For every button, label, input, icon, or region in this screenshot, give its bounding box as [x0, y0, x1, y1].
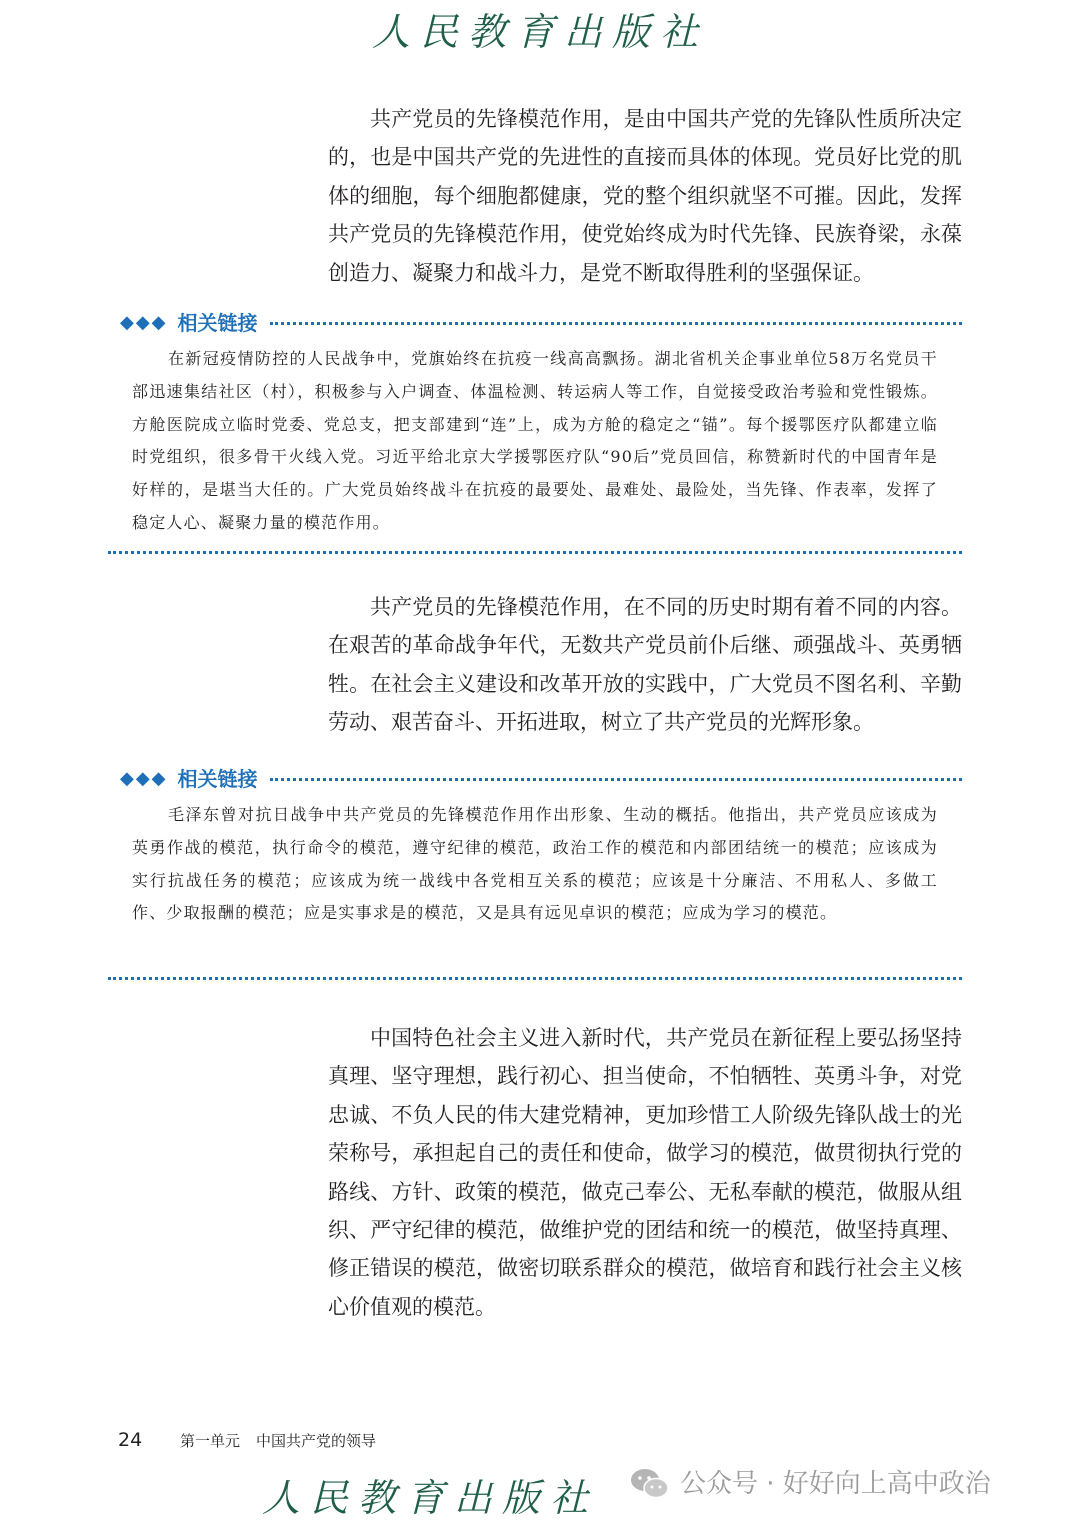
related-link-title: 相关链接 [177, 767, 258, 791]
body-paragraph: 中国特色社会主义进入新时代，共产党员在新征程上要弘扬坚持真理、坚守理想，践行初心、担当使命，不怕牺牲、英勇斗争，对党忠诚、不负人民的伟大建党精神，更加珍惜工人阶级先锋队战士的光荣称号，承担起自己的责任和使命，做学习的模范，做贯彻执行党的路线、方针、政策的模范，做克己奉公、无私奉献的模范，做服从组织、严守纪律的模范，做维护党的团结和统一的模范，做坚持真理、修正错误的模范，做密切联系群众的模范，做培育和践行社会主义核心价值观的模范。 [328, 1026, 962, 1319]
watermark [628, 1464, 991, 1504]
related-link-header [120, 764, 962, 794]
publisher-logo-bottom: 人民教育出版社 [261, 1476, 598, 1520]
dotted-divider [270, 322, 962, 325]
publisher-logo-top: 人民教育出版社 [371, 10, 708, 54]
unit-title: 中国共产党的领导 [256, 1432, 377, 1450]
dotted-divider [108, 551, 962, 554]
watermark-text: 公众号 · 好好向上高中政治 [680, 1469, 991, 1499]
wechat-icon [628, 1464, 672, 1504]
related-link-title: 相关链接 [177, 311, 258, 335]
dotted-divider [108, 977, 962, 980]
unit-label: 第一单元 [180, 1432, 241, 1450]
dotted-divider [270, 778, 962, 781]
related-link-header [120, 308, 962, 338]
running-footer [180, 1430, 376, 1452]
body-paragraph: 共产党员的先锋模范作用，在不同的历史时期有着不同的内容。在艰苦的革命战争年代，无数共产党员前仆后继、顽强战斗、英勇牺牲。在社会主义建设和改革开放的实践中，广大党员不图名利、辛勤劳动、艰苦奋斗、开拓进取，树立了共产党员的光辉形象。 [328, 595, 962, 735]
diamond-bullets-icon: ◆◆◆ [120, 312, 168, 333]
body-paragraph: 共产党员的先锋模范作用，是由中国共产党的先锋队性质所决定的，也是中国共产党的先进性的直接而具体的体现。党员好比党的肌体的细胞，每个细胞都健康，党的整个组织就坚不可摧。因此，发挥共产党员的先锋模范作用，使党始终成为时代先锋、民族脊梁，永葆创造力、凝聚力和战斗力，是党不断取得胜利的坚强保证。 [328, 107, 962, 285]
related-link-text: 毛泽东曾对抗日战争中共产党员的先锋模范作用作出形象、生动的概括。他指出，共产党员应该成为英勇作战的模范，执行命令的模范，遵守纪律的模范，政治工作的模范和内部团结统一的模范；应该成为实行抗战任务的模范；应该成为统一战线中各党相互关系的模范；应该是十分廉洁、不用私人、多做工作、少取报酬的模范；应是实事求是的模范，又是具有远见卓识的模范；应成为学习的模范。 [132, 805, 938, 923]
diamond-bullets-icon: ◆◆◆ [120, 768, 168, 789]
page-number: 24 [118, 1429, 143, 1451]
related-link-text: 在新冠疫情防控的人民战争中，党旗始终在抗疫一线高高飘扬。湖北省机关企事业单位58万名党员干部迅速集结社区（村），积极参与入户调查、体温检测、转运病人等工作，自觉接受政治考验和党性锻炼。方舱医院成立临时党委、党总支，把支部建到“连”上，成为方舱的稳定之“锚”。每个援鄂医疗队都建立临时党组织，很多骨干火线入党。习近平给北京大学援鄂医疗队“90后”党员回信，称赞新时代的中国青年是好样的，是堪当大任的。广大党员始终战斗在抗疫的最要处、最难处、最险处，当先锋、作表率，发挥了稳定人心、凝聚力量的模范作用。 [132, 349, 938, 532]
